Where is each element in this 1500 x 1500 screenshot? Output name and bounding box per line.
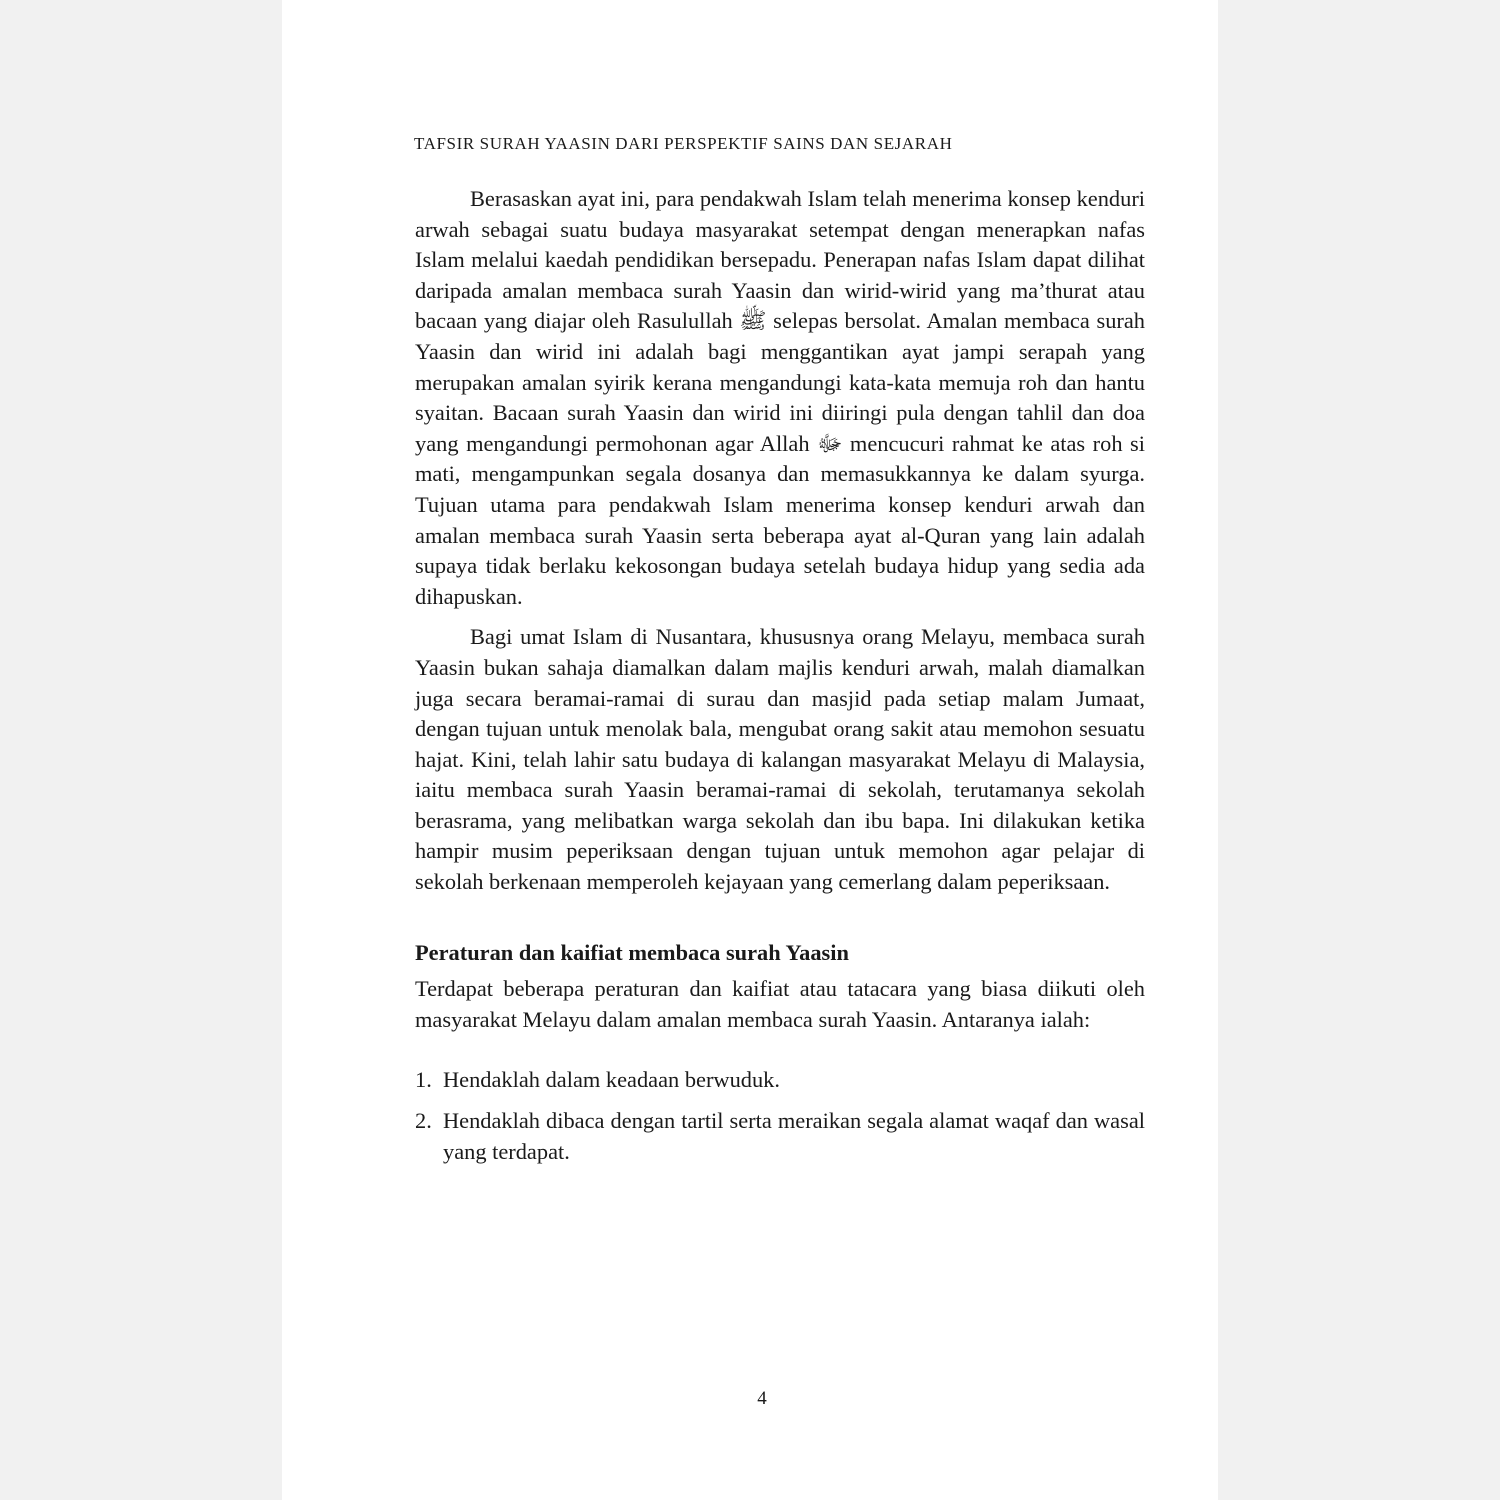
running-header: TAFSIR SURAH YAASIN DARI PERSPEKTIF SAINS DAN SEJARAH	[414, 134, 953, 153]
list-item-number: 1.	[415, 1067, 432, 1093]
list-item	[415, 1065, 1145, 1096]
book-page	[282, 0, 1218, 1500]
list-item-text: Hendaklah dibaca dengan tartil serta meraikan segala alamat waqaf dan wasal yang terdapat.	[443, 1108, 1145, 1164]
page-body	[415, 184, 1145, 1167]
page-number: 4	[757, 1388, 767, 1409]
rules-list	[415, 1065, 1145, 1167]
section-intro: Terdapat beberapa peraturan dan kaifiat atau tatacara yang biasa diikuti oleh masyarakat Melayu dalam amalan membaca surah Yaasin. Antaranya ialah:	[415, 976, 1145, 1032]
paragraph-2: Bagi umat Islam di Nusantara, khususnya orang Melayu, membaca surah Yaasin bukan sahaja diamalkan dalam majlis kenduri arwah, malah diamalkan juga secara beramai-ramai di surau dan masjid pada setiap malam Jumaat, dengan tujuan untuk menolak bala, mengubat orang sakit atau memohon sesuatu hajat. Kini, telah lahir satu budaya di kalangan masyarakat Melayu di Malaysia, iaitu membaca surah Yaasin beramai-ramai di sekolah, terutamanya sekolah berasrama, yang melibatkan warga sekolah dan ibu bapa. Ini dilakukan ketika hampir musim peperiksaan dengan tujuan untuk memohon agar pelajar di sekolah berkenaan memperoleh kejayaan yang cemerlang dalam peperiksaan.	[415, 624, 1145, 895]
list-item-number: 2.	[415, 1108, 432, 1134]
list-item-text: Hendaklah dalam keadaan berwuduk.	[443, 1067, 780, 1093]
list-item	[415, 1106, 1145, 1167]
section-heading: Peraturan dan kaifiat membaca surah Yaasin	[415, 939, 849, 965]
paragraph-1: Berasaskan ayat ini, para pendakwah Islam telah menerima konsep kenduri arwah sebagai suatu budaya masyarakat setempat dengan menerapkan nafas Islam melalui kaedah pendidikan bersepadu. Penerapan nafas Islam dapat dilihat daripada amalan membaca surah Yaasin dan wirid-wirid yang ma’thurat atau bacaan yang diajar oleh Rasulullah ﷺ selepas bersolat. Amalan membaca surah Yaasin dan wirid ini adalah bagi menggantikan ayat jampi serapah yang merupakan amalan syirik kerana mengandungi kata-kata memuja roh dan hantu syaitan. Bacaan surah Yaasin dan wirid ini diiringi pula dengan tahlil dan doa yang mengandungi permohonan agar Allah ﷻ mencucuri rahmat ke atas roh si mati, mengampunkan segala dosanya dan memasukkannya ke dalam syurga. Tujuan utama para pendakwah Islam menerima konsep kenduri arwah dan amalan membaca surah Yaasin serta beberapa ayat al-Quran yang lain adalah supaya tidak berlaku kekosongan budaya setelah budaya hidup yang sedia ada dihapuskan.	[415, 186, 1145, 609]
